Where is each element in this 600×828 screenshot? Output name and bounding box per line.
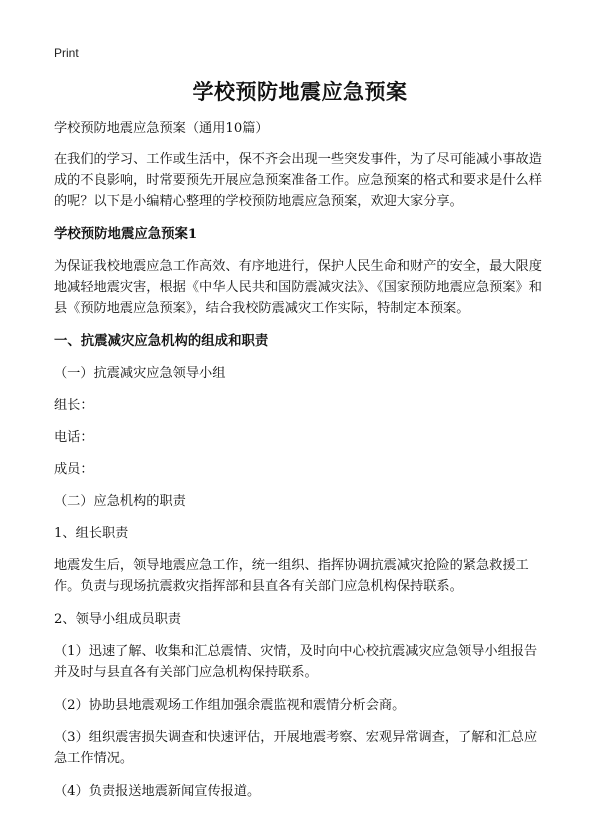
leader-line: 组长： <box>54 398 94 413</box>
page-title: 学校预防地震应急预案 <box>192 79 408 104</box>
document-body <box>54 118 548 814</box>
heading-organization: 一、抗震减灾应急机构的组成和职责 <box>54 333 269 349</box>
phone-line: 电话： <box>54 430 94 445</box>
item-leader-duties: 1、组长职责 <box>54 526 129 541</box>
purpose-paragraph: 为保证我校地震应急工作高效、有序地进行，保护人民生命和财产的安全，最大限度地减轻地震灾害，根据《中华人民共和国防震减灾法》、《国家预防地震应急预案》和县《预防地震应急预案》，结合我校防震减灾工作实际，特制定本预案。 <box>54 259 542 316</box>
subtitle: 学校预防地震应急预案（通用10篇） <box>54 121 269 136</box>
intro-paragraph: 在我们的学习、工作或生活中，保不齐会出现一些突发事件，为了尽可能减小事故造成的不良影响，时常要预先开展应急预案准备工作。应急预案的格式和要求是什么样的呢？以下是小编精心整理的学校预防地震应急预案，欢迎大家分享。 <box>54 152 542 209</box>
leader-duty-paragraph: 地震发生后，领导地震应急工作，统一组织、指挥协调抗震减灾抢险的紧急救援工作。负责与现场抗震救灾指挥部和县直各有关部门应急机构保持联系。 <box>54 558 529 594</box>
duty-3: （3）组织震害损失调查和快速评估，开展地震考察、宏观异常调查，了解和汇总应急工作情况。 <box>54 730 538 766</box>
print-label: Print <box>54 46 79 60</box>
members-line: 成员： <box>54 462 94 477</box>
duty-4: （4）负责报送地震新闻宣传报道。 <box>54 784 261 799</box>
subheading-duties: （二）应急机构的职责 <box>54 494 186 509</box>
subheading-leadership-group: （一）抗震减灾应急领导小组 <box>54 366 226 381</box>
duty-2: （2）协助县地震观场工作组加强余震监视和震情分析会商。 <box>54 698 406 713</box>
duty-1: （1）迅速了解、收集和汇总震情、灾情，及时向中心校抗震减灾应急领导小组报告并及时与县直各有关部门应急机构保持联系。 <box>54 644 538 680</box>
section-title: 学校预防地震应急预案1 <box>54 226 198 242</box>
item-member-duties: 2、领导小组成员职责 <box>54 612 182 627</box>
